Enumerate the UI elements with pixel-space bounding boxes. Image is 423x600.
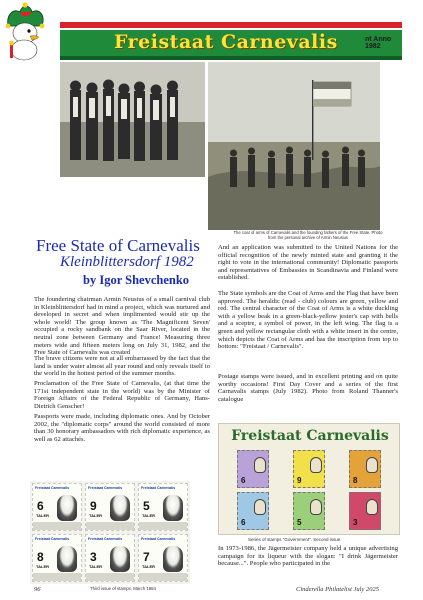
article-byline: by Igor Shevchenko	[83, 273, 190, 287]
stamp	[85, 483, 135, 531]
card-heading: Freistaat Carnevalis	[231, 428, 389, 444]
portrait-icon	[57, 546, 77, 572]
stamp-heading: Freistaat Carnevalis	[88, 537, 123, 541]
stamp-value: 9	[90, 499, 97, 513]
article-subtitle: Kleinblittersdorf 1982	[60, 254, 194, 270]
right-paragraph-1: And an application was submitted to the United Nations for the official recognition of the newly minted state and granting it the right to vote in the international community! Diplomatic passports and representatives of Embassies in Scandinavia and Finland were established.	[218, 244, 398, 282]
jester-duck-logo-icon	[0, 0, 50, 64]
stamp-unit: TALER	[36, 513, 50, 518]
stamp-value: 3	[90, 550, 97, 564]
stamp-heading: Freistaat Carnevalis	[141, 486, 176, 490]
gov-stamp-value: 3	[353, 518, 358, 527]
stamp-unit: TALER	[89, 513, 103, 518]
stamp-footer-bar	[139, 522, 187, 530]
stamp-footer-bar	[86, 522, 134, 530]
right-paragraph-2: The State symbols are the Coat of Arms and the Flag that have been approved. The heraldic (read - club) colours are green, yellow and red. The central character of the Coat of Arms is a white duckling with a yellow beak in a green-black-yellow jester's cap with bells and a sceptre, a symbol of power, in the left wing. The flag is a green and yellow rectangular cloth with a white insert in the centre, which depicts the Coat of Arms and has the inscription from top to bottom: "Freistaat / Carnevalis".	[218, 290, 398, 351]
left-paragraph-1: The foundering chairman Armin Neusius of a small carnival club in Kleinblittersdorf had in mind a project, which was nurtured and developed in secret and when implimented would stir up the whole world! The group known as 'The Magnificent Seven' occupied a rocky sandbank on the Saar River, located in the neutral zone between Germany and France! Measuring three meters wide and fifteen meters long on July 31, 1982, and the Free State of Carnevalis was created	[34, 296, 210, 357]
gov-stamp-value: 6	[241, 518, 246, 527]
banner-title: Freistaat Carnevalis	[114, 31, 338, 53]
left-paragraph-2: The brave citizens were not at all embarrassed by the fact that the land is under water almost all year round and only reveals itself to the world in the hottest period of the summer months.	[34, 355, 210, 378]
left-paragraph-3: Proclamation of the Free State of Carnevalis, (at that time the 171st independent state in the world) was by the Minister of Foreign Affairs of the Federal Republic of Germany, Hans-Dietrich Genscher!	[34, 380, 210, 410]
stamp-unit: TALER	[89, 564, 103, 569]
government-stamps-card	[218, 423, 400, 535]
publication-footer: Cinderella Philatelist July 2025	[296, 586, 379, 593]
portrait-icon	[110, 546, 130, 572]
page-number: 96	[34, 586, 41, 593]
stamp-footer-bar	[33, 522, 81, 530]
stamp-value: 7	[143, 550, 150, 564]
portrait-icon	[163, 546, 183, 572]
gov-stamp-value: 9	[297, 476, 302, 485]
gov-stamp	[293, 492, 325, 530]
government-stamps-caption: Series of stamps "Government". Second issue.	[248, 537, 342, 542]
left-paragraph-4: Passports were made, including diplomatic ones. And by October 2002, the "diplomatic corps" around the world consisted of more than 30 honorary ambassadors with rich diplomatic experience, as well as 62 attachés.	[34, 413, 210, 443]
banner-anno: nt Anno 1982	[365, 36, 392, 50]
right-paragraph-3: Postage stamps were issued, and in excellent printing and on quite worthy occasions! First Day Cover and a series of the first Carnavalis stamps (July 1982). Photo from Roland Thanner's catalogue	[218, 373, 398, 403]
gov-stamp	[349, 492, 381, 530]
article-title: Free State of Carnevalis	[36, 236, 200, 255]
stamp-heading: Freistaat Carnevalis	[35, 537, 70, 541]
gov-stamp-value: 8	[353, 476, 358, 485]
stamp-unit: TALER	[36, 564, 50, 569]
header-banner	[18, 14, 398, 64]
stamp-value: 6	[37, 499, 44, 513]
stamp-footer-bar	[33, 573, 81, 581]
gov-stamp	[293, 450, 325, 488]
photo-caption: The coat of arms of Carnevalis and the founding fathers of the Free State. Photo from the personal archive of Armin Neusius	[233, 230, 383, 241]
stamp	[138, 483, 188, 531]
stamp-footer-bar	[139, 573, 187, 581]
stamp	[32, 534, 82, 582]
gov-stamp	[237, 492, 269, 530]
stamp-footer-bar	[86, 573, 134, 581]
gov-stamp	[237, 450, 269, 488]
portrait-icon	[366, 457, 378, 473]
sandbank-flag-photo	[208, 62, 380, 230]
stamp-sheet-caption: Third issue of stamps, March 1984	[90, 586, 156, 591]
portrait-icon	[57, 495, 77, 521]
portrait-icon	[310, 457, 322, 473]
stamp	[32, 483, 82, 531]
stamp	[85, 534, 135, 582]
portrait-icon	[163, 495, 183, 521]
stamp-value: 5	[143, 499, 150, 513]
stamp	[138, 534, 188, 582]
stamp-heading: Freistaat Carnevalis	[88, 486, 123, 490]
gov-stamp-value: 6	[241, 476, 246, 485]
stamp-sheet	[30, 481, 190, 584]
stamp-value: 8	[37, 550, 44, 564]
banner-red-stripe	[60, 22, 402, 28]
portrait-icon	[254, 457, 266, 473]
stamp-unit: TALER	[142, 564, 156, 569]
right-paragraph-4: In 1973-1986, the Jägermeister company held a unique advertising campaign for its liqueur with the slogan: "I drink Jägermeister because...". People who participated in the	[218, 545, 398, 568]
portrait-icon	[310, 499, 322, 515]
stamp-unit: TALER	[142, 513, 156, 518]
stamp-heading: Freistaat Carnevalis	[141, 537, 176, 541]
banner-dark-band	[60, 56, 402, 60]
stamp-heading: Freistaat Carnevalis	[35, 486, 70, 490]
portrait-icon	[366, 499, 378, 515]
founders-group-photo	[60, 62, 205, 177]
portrait-icon	[254, 499, 266, 515]
gov-stamp	[349, 450, 381, 488]
portrait-icon	[110, 495, 130, 521]
gov-stamp-value: 5	[297, 518, 302, 527]
